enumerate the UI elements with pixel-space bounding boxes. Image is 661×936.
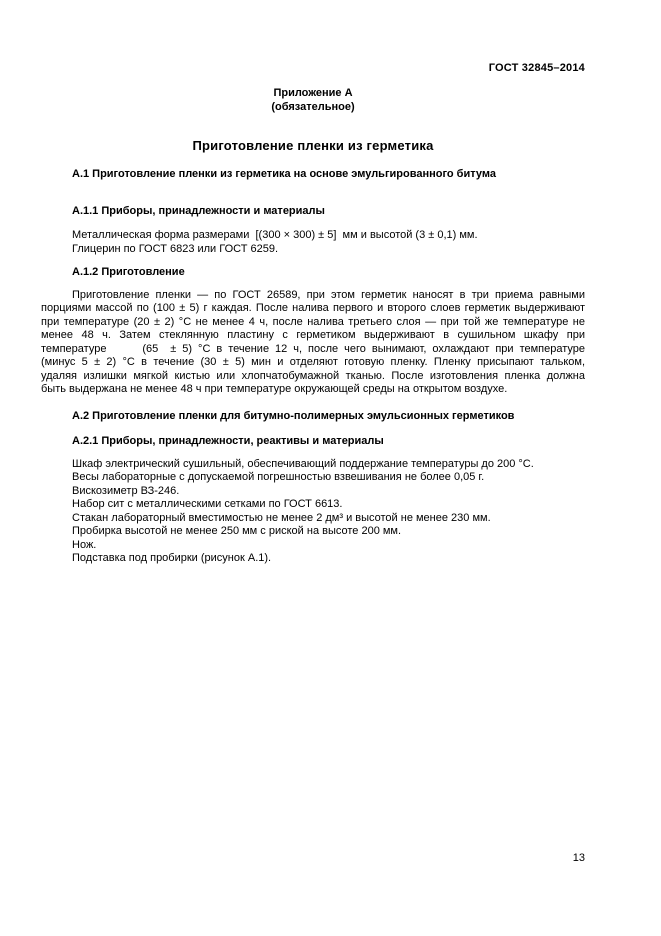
- annex-label: Приложение А: [273, 87, 353, 99]
- paragraph-line: менее 48 ч. Затем стеклянную пластину с герметиком выдерживают в сушильном шкафу при: [41, 329, 585, 341]
- a11-list-item: Металлическая форма размерами [(300 × 300) ± 5] мм и высотой (3 ± 0,1) мм.: [72, 229, 478, 241]
- annex-block: [41, 87, 585, 114]
- a12-paragraph: [41, 289, 585, 397]
- a21-equipment-list: [41, 458, 585, 566]
- a21-list-item: Пробирка высотой не менее 250 мм с риской на высоте 200 мм.: [72, 525, 402, 537]
- paragraph-line: температуре (65 ± 5) °С в течение 12 ч, после чего вынимают, охлаждают при температуре: [41, 342, 585, 355]
- paragraph-line: Приготовление пленки — по ГОСТ 26589, при этом герметик наносят в три приема равными: [72, 288, 585, 301]
- a21-list-item: Набор сит с металлическими сетками по ГОСТ 6613.: [72, 498, 343, 510]
- a21-list-item: Весы лабораторные с допускаемой погрешностью взвешивания не более 0,05 г.: [72, 471, 485, 483]
- annex-obligation: (обязательное): [271, 100, 355, 113]
- a11-materials-list: [41, 229, 585, 256]
- section-a11-heading: А.1.1 Приборы, принадлежности и материалы: [72, 204, 325, 217]
- page-number: 13: [572, 852, 585, 864]
- doc-code: ГОСТ 32845–2014: [488, 62, 585, 74]
- section-a21-heading: А.2.1 Приборы, принадлежности, реактивы и материалы: [72, 435, 384, 447]
- section-a12-heading: А.1.2 Приготовление: [72, 266, 185, 278]
- paragraph-line: быть выдержана не менее 48 ч при температуре окружающей среды на открытом воздухе.: [41, 383, 508, 395]
- paragraph-line: при температуре (20 ± 2) °С не менее 4 ч, после налива третьего слоя — при той же температуре не: [41, 315, 585, 328]
- a21-list-item: Вискозиметр ВЗ-246.: [72, 484, 180, 497]
- a21-list-item: Подставка под пробирки (рисунок А.1).: [72, 552, 272, 564]
- section-a1-heading: А.1 Приготовление пленки из герметика на основе эмульгированного битума: [72, 168, 496, 180]
- a21-list-item: Стакан лабораторный вместимостью не менее 2 дм³ и высотой не менее 230 мм.: [72, 511, 491, 524]
- a21-list-item: Нож.: [72, 538, 97, 551]
- paragraph-line: порциями массой по (100 ± 5) г каждая. После налива первого и второго слоев герметик выдерживают: [41, 302, 585, 314]
- a21-list-item: Шкаф электрический сушильный, обеспечивающий поддержание температуры до 200 °С.: [72, 457, 534, 470]
- paragraph-line: (минус 5 ± 2) °С в течение (30 ± 5) мин и отделяют готовую пленку. Пленку присыпают тальком,: [41, 356, 585, 368]
- section-a2-heading: А.2 Приготовление пленки для битумно-полимерных эмульсионных герметиков: [72, 409, 515, 422]
- page-content: [0, 62, 661, 566]
- a11-list-item: Глицерин по ГОСТ 6823 или ГОСТ 6259.: [72, 242, 279, 255]
- paragraph-line: удаляя излишки мягкой кистью или хлопчатобумажной тканью. После изготовления пленка должна: [41, 369, 585, 382]
- annex-title: Приготовление пленки из герметика: [192, 138, 434, 153]
